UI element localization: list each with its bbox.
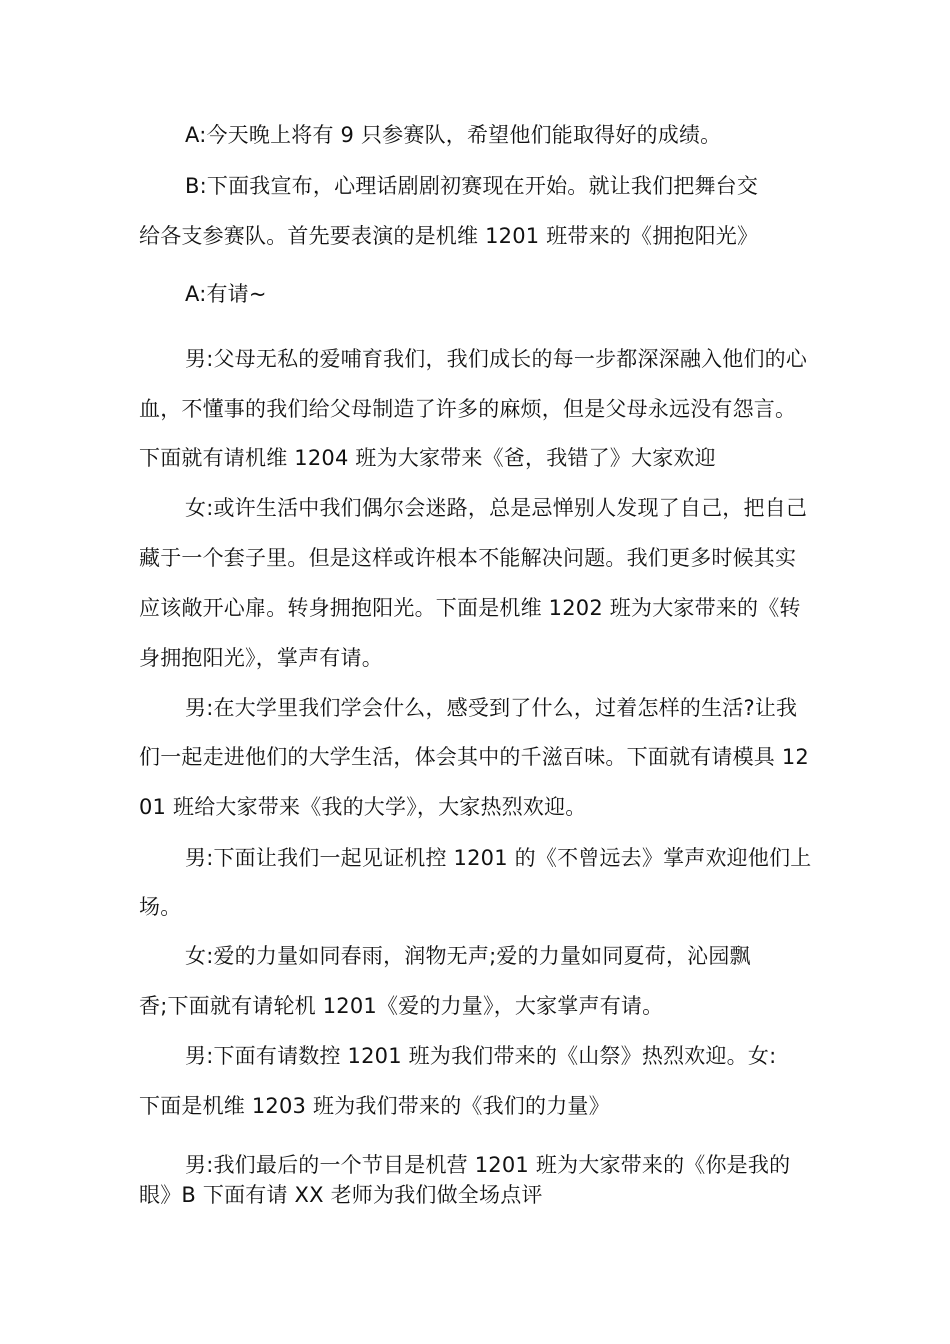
text-line: A:今天晚上将有 9 只参赛队，希望他们能取得好的成绩。 <box>185 123 722 147</box>
text-line: 给各支参赛队。首先要表演的是机维 1201 班带来的《拥抱阳光》 <box>139 224 759 248</box>
text-line: 女:或许生活中我们偶尔会迷路，总是忌惮别人发现了自己，把自己 <box>185 496 808 520</box>
text-line: 男:我们最后的一个节目是机营 1201 班为大家带来的《你是我的 <box>185 1153 791 1177</box>
text-line: A:有请~ <box>185 282 267 306</box>
text-line: 男:下面让我们一起见证机控 1201 的《不曾远去》掌声欢迎他们上 <box>185 846 812 870</box>
text-line: 女:爱的力量如同春雨，润物无声;爱的力量如同夏荷，沁园飘 <box>185 944 751 968</box>
text-line: 应该敞开心扉。转身拥抱阳光。下面是机维 1202 班为大家带来的《转 <box>139 596 801 620</box>
text-line: 男:父母无私的爱哺育我们，我们成长的每一步都深深融入他们的心 <box>185 347 808 371</box>
text-line: 眼》B 下面有请 XX 老师为我们做全场点评 <box>139 1183 543 1207</box>
text-line: 男:下面有请数控 1201 班为我们带来的《山祭》热烈欢迎。女: <box>185 1044 777 1068</box>
text-line: 身拥抱阳光》，掌声有请。 <box>139 646 383 670</box>
text-line: 场。 <box>139 895 182 919</box>
text-line: B:下面我宣布，心理话剧剧初赛现在开始。就让我们把舞台交 <box>185 174 759 198</box>
text-line: 下面是机维 1203 班为我们带来的《我们的力量》 <box>139 1094 610 1118</box>
text-line: 01 班给大家带来《我的大学》，大家热烈欢迎。 <box>139 795 587 819</box>
text-line: 男:在大学里我们学会什么，感受到了什么，过着怎样的生活?让我 <box>185 696 798 720</box>
text-line: 们一起走进他们的大学生活，体会其中的千滋百味。下面就有请模具 12 <box>139 745 809 769</box>
text-line: 下面就有请机维 1204 班为大家带来《爸，我错了》大家欢迎 <box>139 446 716 470</box>
text-line: 血，不懂事的我们给父母制造了许多的麻烦，但是父母永远没有怨言。 <box>139 397 797 421</box>
text-line: 藏于一个套子里。但是这样或许根本不能解决问题。我们更多时候其实 <box>139 546 797 570</box>
text-line: 香;下面就有请轮机 1201《爱的力量》，大家掌声有请。 <box>139 994 664 1018</box>
